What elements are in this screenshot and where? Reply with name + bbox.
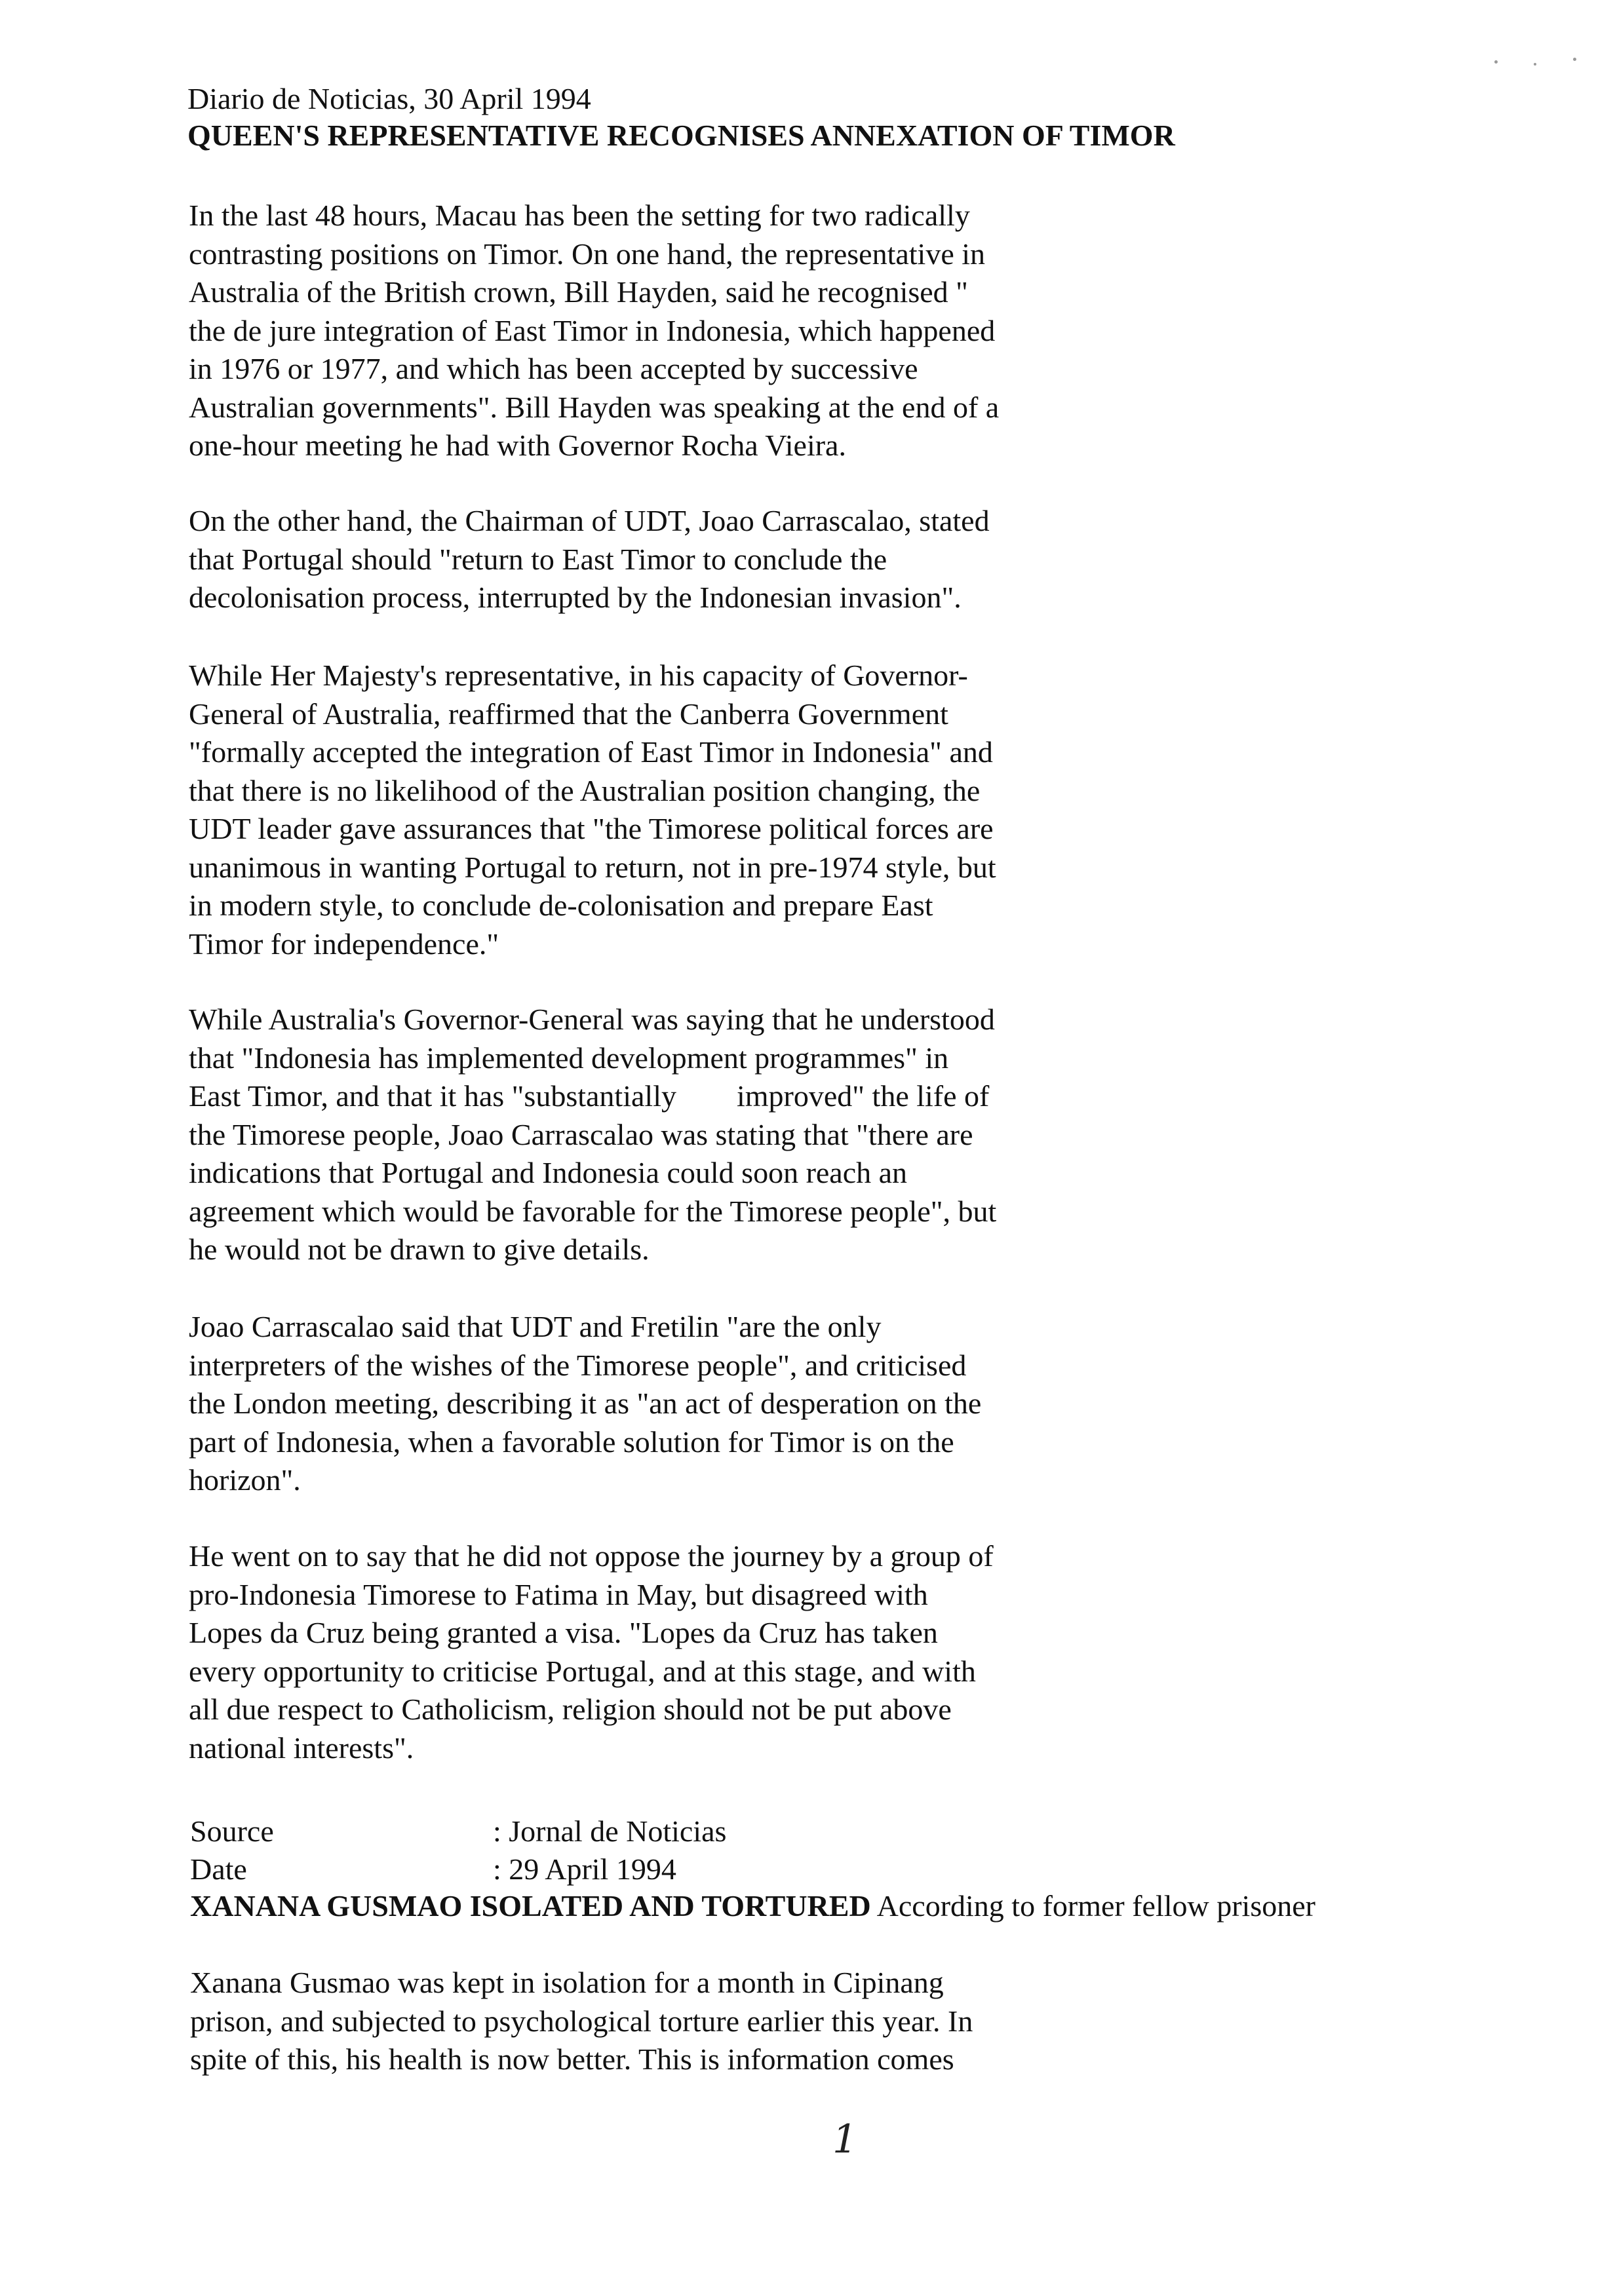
article1-paragraph-2 [189,502,1355,617]
source-value: : Jornal de Noticias [493,1814,727,1848]
source-row [190,1812,726,1850]
text-line: one-hour meeting he had with Governor Rocha Vieira. [189,429,846,462]
dateline: Diario de Noticias, 30 April 1994 [187,82,591,115]
text-line: While Australia's Governor-General was saying that he understood [189,1003,995,1036]
text-line: national interests". [189,1731,414,1765]
text-line: the Timorese people, Joao Carrascalao was stating that "there are [189,1117,973,1151]
scan-speck [1494,60,1498,64]
headline-2 [190,1887,1315,1925]
text-line: East Timor, and that it has "substantially improved" the life of [189,1079,990,1113]
text-line: On the other hand, the Chairman of UDT, Joao Carrascalao, stated [189,504,990,537]
headline-2-subtitle: According to former fellow prisoner [870,1889,1315,1923]
text-line: unanimous in wanting Portugal to return, not in pre-1974 style, but [189,850,996,884]
text-line: He went on to say that he did not oppose the journey by a group of [189,1539,994,1573]
text-line: Australia of the British crown, Bill Hayden, said he recognised " [189,275,968,309]
text-line: Joao Carrascalao said that UDT and Fretilin "are the only [189,1310,882,1343]
date-row [190,1850,676,1888]
headline-1: QUEEN'S REPRESENTATIVE RECOGNISES ANNEXATION OF TIMOR [187,119,1175,152]
text-line: contrasting positions on Timor. On one hand, the representative in [189,237,986,271]
text-line: indications that Portugal and Indonesia could soon reach an [189,1156,908,1189]
text-line: spite of this, his health is now better. This is information comes [190,2042,954,2076]
text-line: prison, and subjected to psychological torture earlier this year. In [190,2004,973,2038]
text-line: part of Indonesia, when a favorable solution for Timor is on the [189,1425,954,1459]
text-line: the de jure integration of East Timor in Indonesia, which happened [189,313,996,347]
text-line: all due respect to Catholicism, religion should not be put above [189,1693,952,1726]
text-line: every opportunity to criticise Portugal, and at this stage, and with [189,1654,976,1688]
page-number: 1 [832,2116,858,2162]
text-line: In the last 48 hours, Macau has been the setting for two radically [189,199,970,232]
article1-paragraph-3 [189,657,1355,963]
text-line: Timor for independence." [189,927,499,961]
text-line: agreement which would be favorable for the Timorese people", but [189,1194,997,1228]
text-line: General of Australia, reaffirmed that the Canberra Government [189,697,948,731]
text-line: that "Indonesia has implemented development programmes" in [189,1041,949,1075]
article1-paragraph-4 [189,1001,1355,1269]
text-line: that Portugal should "return to East Timor to conclude the [189,542,887,576]
text-line: While Her Majesty's representative, in his capacity of Governor- [189,659,968,692]
date-label: Date [190,1852,247,1886]
text-line: the London meeting, describing it as "an act of desperation on the [189,1387,982,1420]
text-line: UDT leader gave assurances that "the Timorese political forces are [189,812,994,845]
headline-2-bold: XANANA GUSMAO ISOLATED AND TORTURED [190,1889,871,1923]
text-line: Lopes da Cruz being granted a visa. "Lopes da Cruz has taken [189,1616,938,1649]
text-line: he would not be drawn to give details. [189,1233,650,1266]
text-line: Australian governments". Bill Hayden was speaking at the end of a [189,390,1000,424]
article1-paragraph-6 [189,1537,1355,1767]
text-line: horizon". [189,1463,301,1497]
date-value: : 29 April 1994 [493,1852,676,1886]
text-line: interpreters of the wishes of the Timorese people", and criticised [189,1348,967,1382]
text-line: in modern style, to conclude de-colonisation and prepare East [189,889,933,922]
scan-speck [1573,58,1576,61]
text-line: in 1976 or 1977, and which has been accepted by successive [189,352,918,385]
text-line: that there is no likelihood of the Australian position changing, the [189,773,981,807]
article1-paragraph-1 [189,197,1355,465]
article1-paragraph-5 [189,1308,1355,1500]
scan-speck [1534,63,1536,66]
text-line: "formally accepted the integration of East Timor in Indonesia" and [189,735,993,769]
article2-paragraph-1 [190,1964,1357,2079]
text-line: pro-Indonesia Timorese to Fatima in May, but disagreed with [189,1577,928,1611]
text-line: Xanana Gusmao was kept in isolation for a month in Cipinang [190,1966,944,1999]
source-label: Source [190,1814,274,1848]
text-line: decolonisation process, interrupted by the Indonesian invasion". [189,581,962,614]
